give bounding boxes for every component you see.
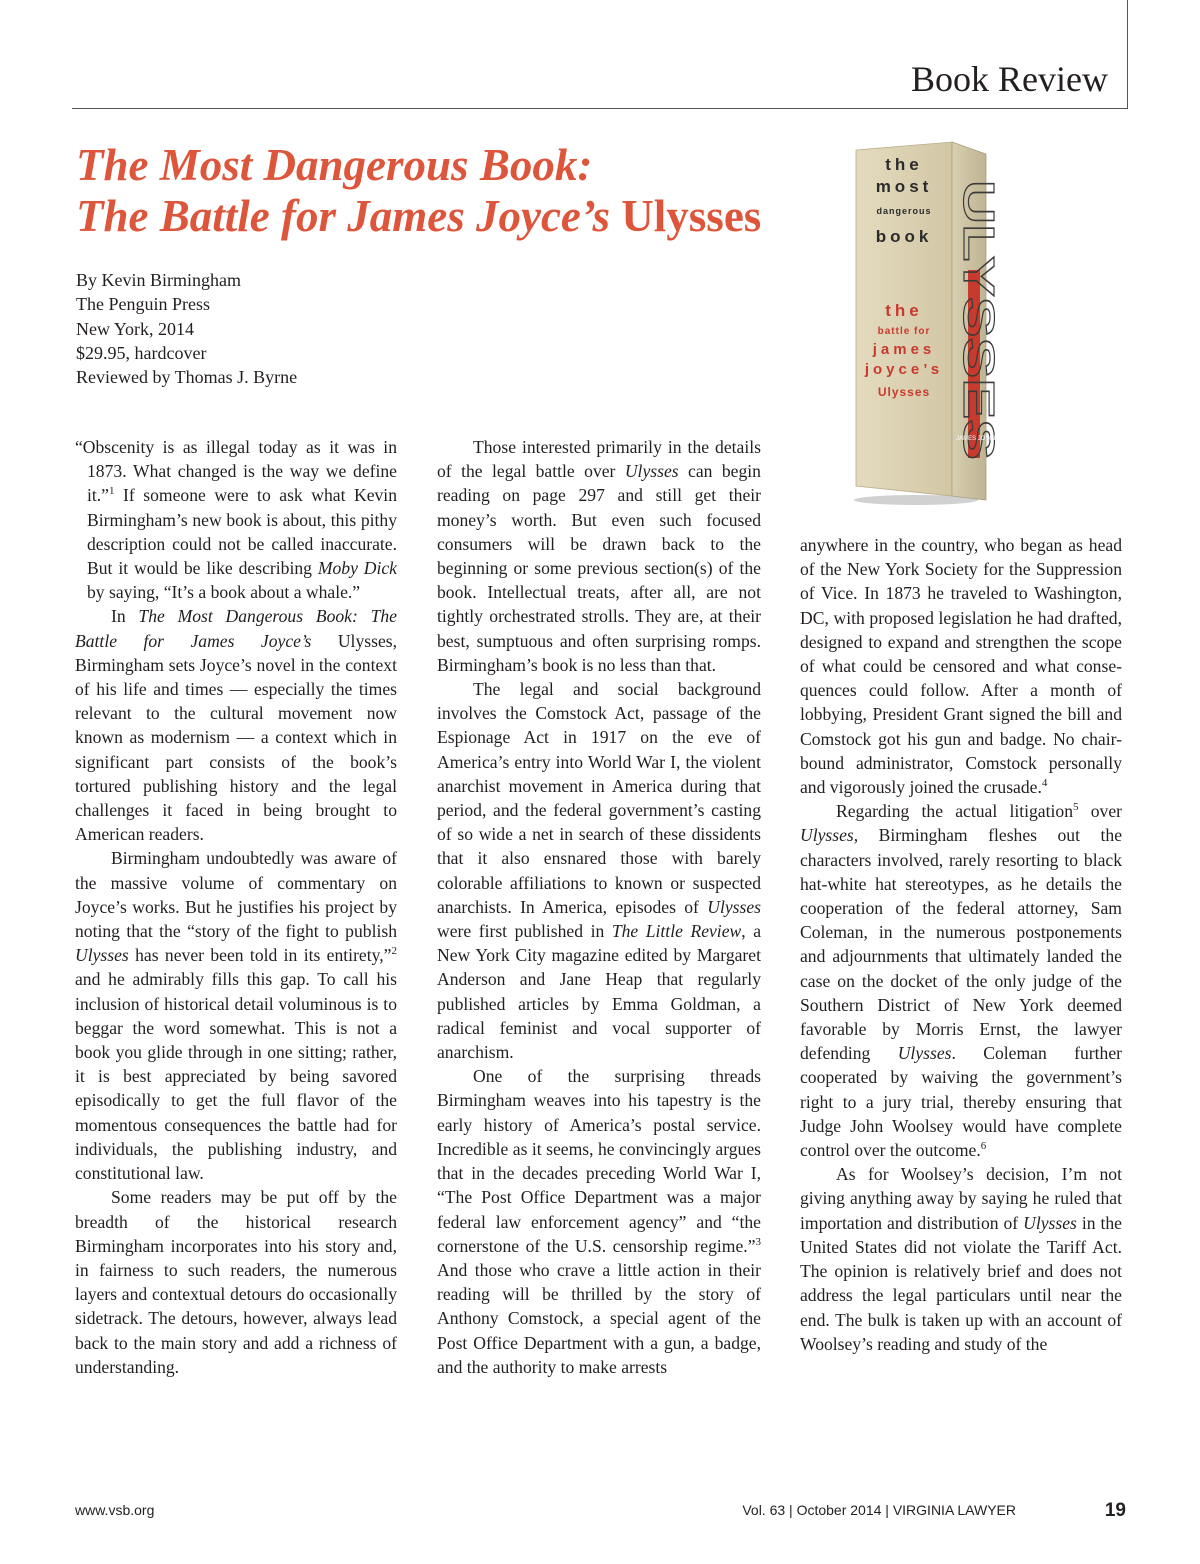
- text-run: One of the surprising threads Birmingham weaves into his tapestry is the early history of America’s postal service. Incredible as it seems, he convincingly argues that in the decades preceding World War I, “The Post Office Department was a major federal law enforcement agency” and “the cornerstone of the U.S. censorship regime.”: [437, 1066, 761, 1256]
- text-run: “Obscenity is as illegal today as it was in 1873. What changed is the way we define it.”: [75, 437, 397, 506]
- text-run: Regarding the actual litigation: [836, 801, 1073, 822]
- footnote-ref: 1: [108, 485, 115, 498]
- emphasis: Ulysses: [897, 1043, 952, 1064]
- cover-line: james: [872, 341, 936, 358]
- paragraph: [437, 435, 761, 677]
- page-number: 19: [1104, 1500, 1126, 1521]
- paragraph: [800, 799, 1122, 1162]
- book-price: $29.95, hardcover: [76, 342, 207, 363]
- footer-website-link[interactable]: www.vsb.org: [75, 1502, 155, 1518]
- text-run: by saying, “It’s a book about a whale.”: [87, 582, 361, 603]
- footnote-ref: 5: [1073, 801, 1079, 814]
- section-label: Book Review: [911, 59, 1108, 99]
- cover-line: book: [875, 227, 933, 246]
- text-run: were first published in: [437, 921, 612, 942]
- text-run: In: [111, 606, 139, 627]
- text-run: and he admirably fills this gap. To call his inclusion of historical detail voluminous is to beggar the word somewhat. This is not a book you glide through in one sitting; rather, it is best appreciated by being savored episodically to get the full flavor of the momentous consequences the battle had for individuals, the publishing industry, and constitutional law.: [75, 969, 397, 1184]
- paragraph: [75, 604, 397, 846]
- book-author: By Kevin Birmingham: [76, 270, 241, 290]
- book-place-year: New York, 2014: [76, 318, 195, 339]
- footnote-ref: 3: [755, 1235, 761, 1248]
- title-line-2: [76, 191, 761, 241]
- text-run: Birmingham undoubtedly was aware of the massive volume of commentary on Joyce’s works. But he justifies his project by noting that the “story of the fight to publish: [75, 848, 397, 942]
- text-run: over: [1078, 801, 1122, 822]
- cover-line: most: [875, 177, 933, 196]
- paragraph: [437, 677, 761, 1064]
- text-run: If someone were to ask what Kevin Birmingham’s new book is about, this pithy description could not be called inaccurate. But it would be like describing: [87, 485, 397, 579]
- text-run: , a New York City magazine edited by Margaret Anderson and Jane Heap that regularly published articles by Emma Goldman, a radical feminist and vocal supporter of anarchism.: [437, 921, 762, 1063]
- title-book-name: Ulysses: [621, 191, 762, 241]
- footnote-ref: 4: [1041, 777, 1048, 790]
- paragraph: [75, 846, 397, 1185]
- emphasis: Ulysses: [624, 461, 679, 482]
- emphasis: Moby Dick: [317, 558, 397, 579]
- emphasis: Ulysses: [707, 896, 761, 917]
- text-run: , Birmingham fleshes out the characters involved, rarely resorting to black hat-white hat stereotypes, as he details the cooperation of the federal attorney, Sam Coleman, in the numerous postponements and adjournments that ultimately landed the case on the docket of the only judge of the Southern District of New York deemed favorable by Morris Ernst, the lawyer defending: [800, 825, 1122, 1064]
- header-vertical-rule: [1127, 0, 1128, 109]
- emphasis: Ulysses: [800, 825, 854, 846]
- title-line-2-text: The Battle for James Joyce’s: [76, 191, 622, 241]
- header-rule: [72, 108, 1128, 109]
- emphasis: The Little Review: [611, 921, 742, 942]
- paragraph: Some readers may be put off by the breadth of the historical research Birmingham incorporates into his story and, in fairness to such readers, the numerous layers and contextual detours do occasionally sidetrack. The detours, however, always lead back to the main story and add a richness of understanding.: [75, 1187, 397, 1377]
- emphasis: Ulysses: [75, 945, 129, 966]
- cover-line: dangerous: [876, 206, 932, 216]
- text-run: Ulysses, Birmingham sets Joyce’s novel in the context of his life and times — especially the times relevant to the cultural movement now known as modernism — a context which in significant part consists of the book’s tortured publishing history and the legal challenges it faced in being brought to American readers.: [75, 630, 397, 845]
- text-run: in the United States did not violate the Tariff Act. The opinion is relatively brief and does not address the legal particulars until near the end. The bulk is taken up with an account of Woolsey’s reading and study of the: [800, 1212, 1122, 1354]
- book-reviewer: Reviewed by Thomas J. Byrne: [76, 367, 298, 388]
- text-run: And those who crave a little action in their reading will be thrilled by the story of Anthony Comstock, a special agent of the Post Office Department with a gun, a badge, and the authority to make arrests: [437, 1259, 761, 1377]
- book-details: [76, 268, 297, 389]
- footnote-ref: 6: [980, 1140, 987, 1153]
- article-title: [76, 140, 836, 242]
- paragraph: [800, 1162, 1122, 1356]
- text-run: has never been told in its entirety,”: [128, 945, 392, 966]
- title-line-1: The Most Dangerous Book:: [76, 140, 593, 190]
- text-run: can begin reading on page 297 and still get their money’s worth. But even such focused consumers will be drawn back to the beginning or some previous section(s) of the book. Intellectual treats, after all, are not tightly orchestrated strolls. They are, at their best, sumptuous and often surprising romps. Birmingham’s book is no less than that.: [437, 461, 761, 675]
- emphasis: Ulysses: [1023, 1212, 1077, 1233]
- spine-title: ULYSSES: [954, 180, 1003, 382]
- cover-line: the: [885, 301, 923, 320]
- text-run: As for Woolsey’s decision, I’m not giving anything away by saying he ruled that importation and distribution of: [800, 1164, 1122, 1233]
- paragraph: [75, 435, 397, 604]
- paragraph: [437, 1064, 761, 1379]
- book-cover-image: [856, 140, 1003, 506]
- cover-line: joyce’s: [864, 361, 944, 378]
- footnote-ref: 2: [391, 945, 397, 958]
- article-column-1: [75, 435, 397, 1379]
- cover-line: battle for: [877, 326, 931, 337]
- book-publisher: The Penguin Press: [76, 294, 210, 315]
- text-run: Those interested primarily in the details of the legal battle over: [437, 437, 761, 482]
- emphasis: The Most Dangerous Book: The Battle for James Joyce’s: [75, 606, 397, 651]
- article-column-3: [800, 533, 1122, 1356]
- article-column-2: [437, 435, 761, 1379]
- text-run: . Coleman further cooperated by waiving the government’s right to a jury trial, thereby ensuring that Judge John Woolsey would have complete control over the outcome.: [800, 1043, 1122, 1161]
- spine-label: JAMES JOYCE: [956, 436, 998, 442]
- text-run: anywhere in the country, who began as head of the New York Society for the Suppression of Vice. In 1873 he traveled to Washington, DC, with proposed legislation he had drafted, designed to expand and strengthen the scope of what could be censored and what consequences could follow. After a month of lobbying, President Grant signed the bill and Comstock got his gun and badge. No chair-bound administrator, Comstock personally and vigorously joined the crusade.: [800, 535, 1122, 798]
- footer-issue-info: Vol. 63 | October 2014 | VIRGINIA LAWYER: [742, 1502, 1016, 1518]
- paragraph: [800, 533, 1122, 799]
- cover-line: the: [885, 155, 923, 174]
- cover-line: Ulysses: [877, 385, 931, 399]
- text-run: The legal and social background involves the Comstock Act, passage of the Espionage Act in 1917 on the eve of America’s entry into World War I, the violent anarchist movement in America during that period, and the federal government’s casting of so wide a net in search of these dissidents that it also ensnared those with barely colorable affiliations to known or suspected anarchists. In America, episodes of: [437, 679, 761, 917]
